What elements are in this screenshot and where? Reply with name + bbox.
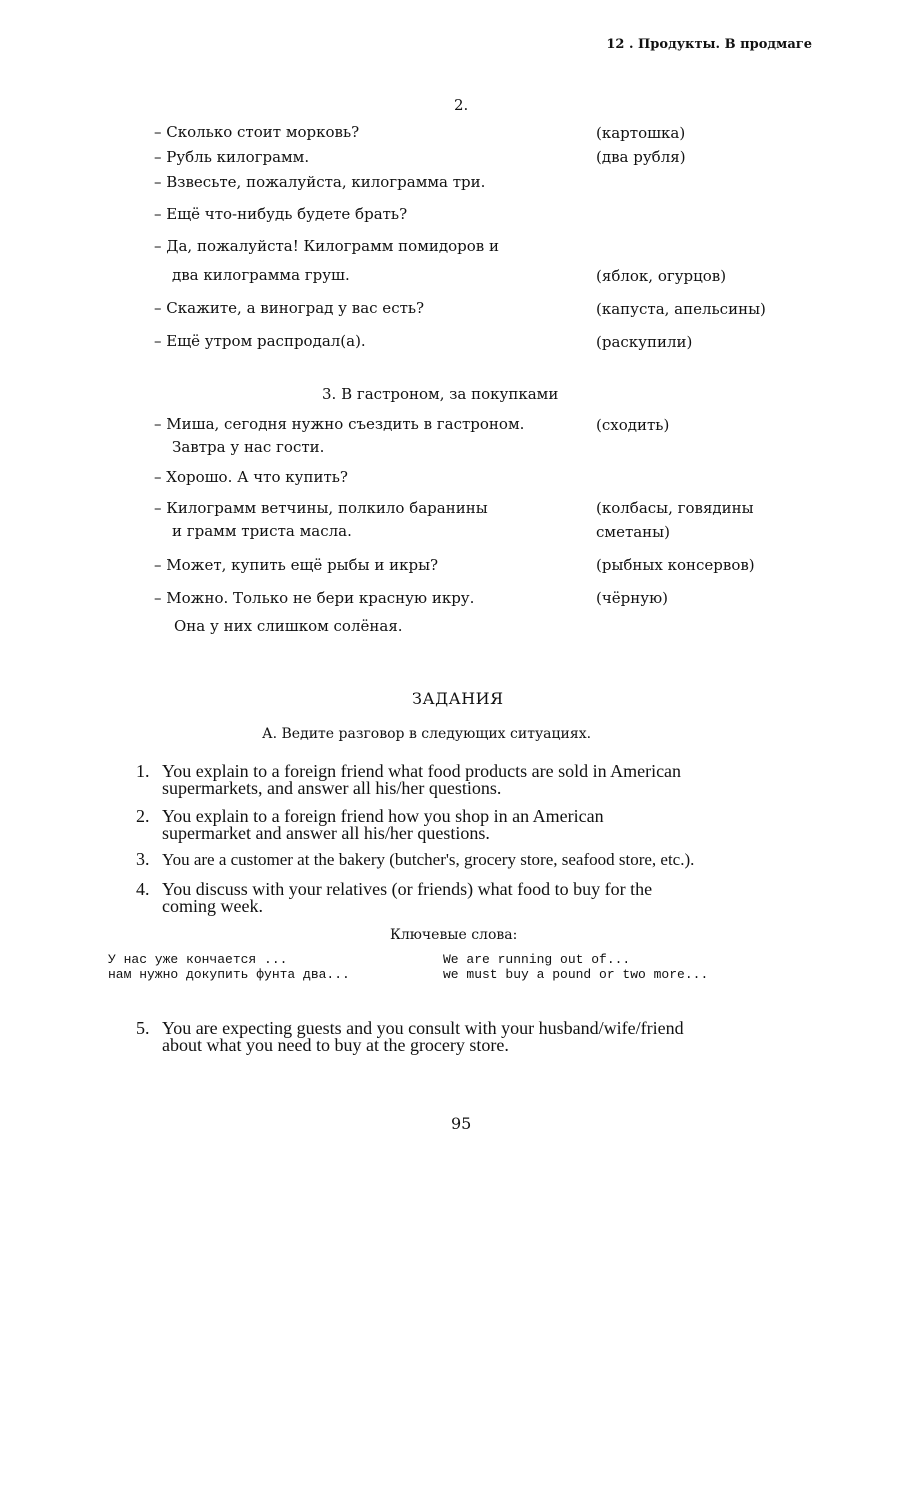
dialog-line: – Можно. Только не бери красную икру. (154, 589, 475, 607)
dialog-line: – Да, пожалуйста! Килограмм помидоров и (154, 237, 499, 255)
task-number: 2. (136, 806, 150, 826)
substitution-note: (яблок, огурцов) (596, 267, 727, 285)
task-text: You are a customer at the bakery (butcher's, grocery store, seafood store, etc.). (162, 850, 695, 869)
dialog-line: Она у них слишком солёная. (174, 617, 403, 635)
substitution-note: (картошка) (596, 124, 686, 142)
dialog-line: – Хорошо. А что купить? (154, 468, 348, 486)
keyword-en: we must buy a pound or two more... (443, 967, 709, 982)
substitution-note: (капуста, апельсины) (596, 300, 766, 318)
task-text: You are expecting guests and you consult with your husband/wife/friend (162, 1018, 684, 1038)
task-number: 1. (136, 761, 150, 781)
keywords-title: Ключевые слова: (390, 927, 518, 943)
task-item (136, 763, 816, 799)
running-header: 12 . Продукты. В продмаге (606, 37, 812, 52)
keyword-ru: У нас уже кончается ... (108, 952, 288, 967)
dialog-line: – Ещё утром распродал(а). (154, 332, 366, 350)
task-text: supermarket and answer all his/her questions. (162, 823, 490, 843)
task-text: You discuss with your relatives (or friends) what food to buy for the (162, 879, 653, 899)
substitution-note: (сходить) (596, 416, 670, 434)
task-item (136, 881, 816, 917)
page-number: 95 (451, 1114, 472, 1133)
task-number: 4. (136, 879, 150, 899)
substitution-note: (колбасы, говядины (596, 499, 754, 517)
keyword-ru: нам нужно докупить фунта два... (108, 967, 350, 982)
dialog-line: – Ещё что-нибудь будете брать? (154, 205, 408, 223)
task-item (136, 851, 826, 871)
substitution-note: (чёрную) (596, 589, 668, 607)
tasks-subtitle: А. Ведите разговор в следующих ситуациях. (262, 726, 592, 742)
task-number: 5. (136, 1018, 150, 1038)
substitution-note: (рыбных консервов) (596, 556, 755, 574)
task-text: You explain to a foreign friend what food products are sold in American (162, 761, 682, 781)
dialog-line: – Килограмм ветчины, полкило баранины (154, 499, 488, 517)
dialog-line: – Взвесьте, пожалуйста, килограмма три. (154, 173, 486, 191)
dialog-line: и грамм триста масла. (172, 522, 352, 540)
dialog-line: – Рубль килограмм. (154, 148, 310, 166)
tasks-title: ЗАДАНИЯ (412, 689, 504, 708)
dialog-line: – Сколько стоит морковь? (154, 123, 360, 141)
task-text: You explain to a foreign friend how you shop in an American (162, 806, 604, 826)
task-number: 3. (136, 849, 150, 869)
substitution-note: сметаны) (596, 523, 670, 541)
dialog-line: – Может, купить ещё рыбы и икры? (154, 556, 439, 574)
dialog-line: – Скажите, а виноград у вас есть? (154, 299, 425, 317)
dialog-line: – Миша, сегодня нужно съездить в гастроном. (154, 415, 525, 433)
substitution-note: (два рубля) (596, 148, 686, 166)
task-item (136, 1020, 816, 1056)
task-text: coming week. (162, 896, 263, 916)
dialog-2-number: 2. (454, 96, 469, 114)
task-item (136, 808, 816, 844)
dialog-3-title: 3. В гастроном, за покупками (322, 385, 559, 403)
keyword-en: We are running out of... (443, 952, 631, 967)
task-text: about what you need to buy at the grocery store. (162, 1035, 509, 1055)
dialog-line: Завтра у нас гости. (172, 438, 325, 456)
task-text: supermarkets, and answer all his/her questions. (162, 778, 502, 798)
substitution-note: (раскупили) (596, 333, 693, 351)
dialog-line: два килограмма груш. (172, 266, 350, 284)
